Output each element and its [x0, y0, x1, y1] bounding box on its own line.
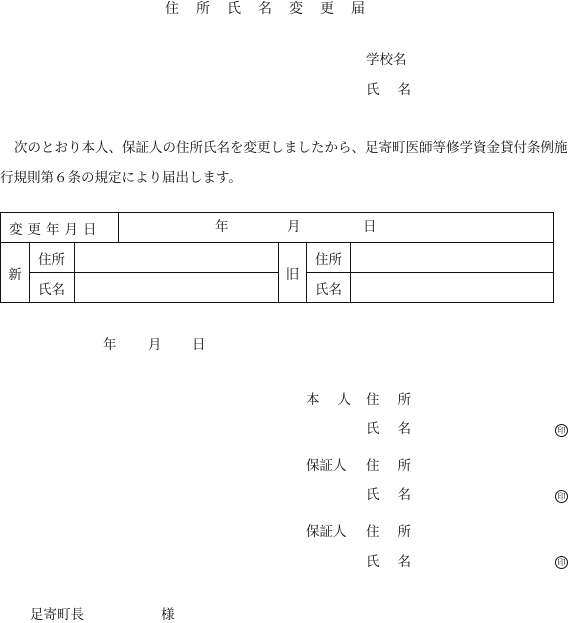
- old-address-label: 住所: [307, 243, 351, 273]
- seal-3-icon: 印: [555, 556, 568, 569]
- new-label: 新: [1, 243, 30, 303]
- signatory-3-address-label: 住所: [366, 524, 429, 540]
- signatory-3-name-label: 氏名: [366, 554, 429, 570]
- submit-date-month: 月: [148, 337, 162, 353]
- old-label: 旧: [279, 243, 307, 303]
- addressee-name: 足寄町長: [30, 607, 84, 623]
- new-name-field[interactable]: [75, 273, 279, 303]
- signatory-2-address-label: 住所: [366, 458, 429, 474]
- signatory-1-address-label: 住所: [366, 392, 429, 408]
- new-name-label: 氏名: [30, 273, 75, 303]
- old-name-field[interactable]: [351, 273, 554, 303]
- change-date-day: 日: [363, 219, 377, 235]
- applicant-name-label: 氏名: [366, 82, 429, 98]
- change-table: [0, 212, 554, 303]
- school-name-label: 学校名: [366, 52, 407, 68]
- seal-1-icon: 印: [555, 424, 568, 437]
- change-date-cell[interactable]: [119, 213, 554, 243]
- change-date-label: 変更年月日: [1, 213, 119, 243]
- new-address-label: 住所: [30, 243, 75, 273]
- signatory-2-role: 保証人: [306, 458, 347, 474]
- seal-2-icon: 印: [555, 490, 568, 503]
- submit-date-day: 日: [192, 337, 206, 353]
- old-address-field[interactable]: [351, 243, 554, 273]
- old-name-label: 氏名: [307, 273, 351, 303]
- signatory-3-role: 保証人: [306, 524, 347, 540]
- change-date-year: 年: [215, 219, 229, 235]
- change-date-month: 月: [287, 219, 301, 235]
- body-paragraph: [0, 133, 569, 193]
- signatory-1-role: 本人: [306, 392, 369, 408]
- page-title: 住所氏名変更届: [165, 1, 382, 17]
- new-address-field[interactable]: [75, 243, 279, 273]
- addressee-honorific: 様: [161, 607, 175, 623]
- signatory-2-name-label: 氏名: [366, 487, 429, 503]
- body-text: 次のとおり本人、保証人の住所氏名を変更しましたから、足寄町医師等修学資金貸付条例施行規則第６条の規定により届出します。: [0, 140, 568, 186]
- signatory-1-name-label: 氏名: [366, 421, 429, 437]
- submit-date-year: 年: [103, 337, 117, 353]
